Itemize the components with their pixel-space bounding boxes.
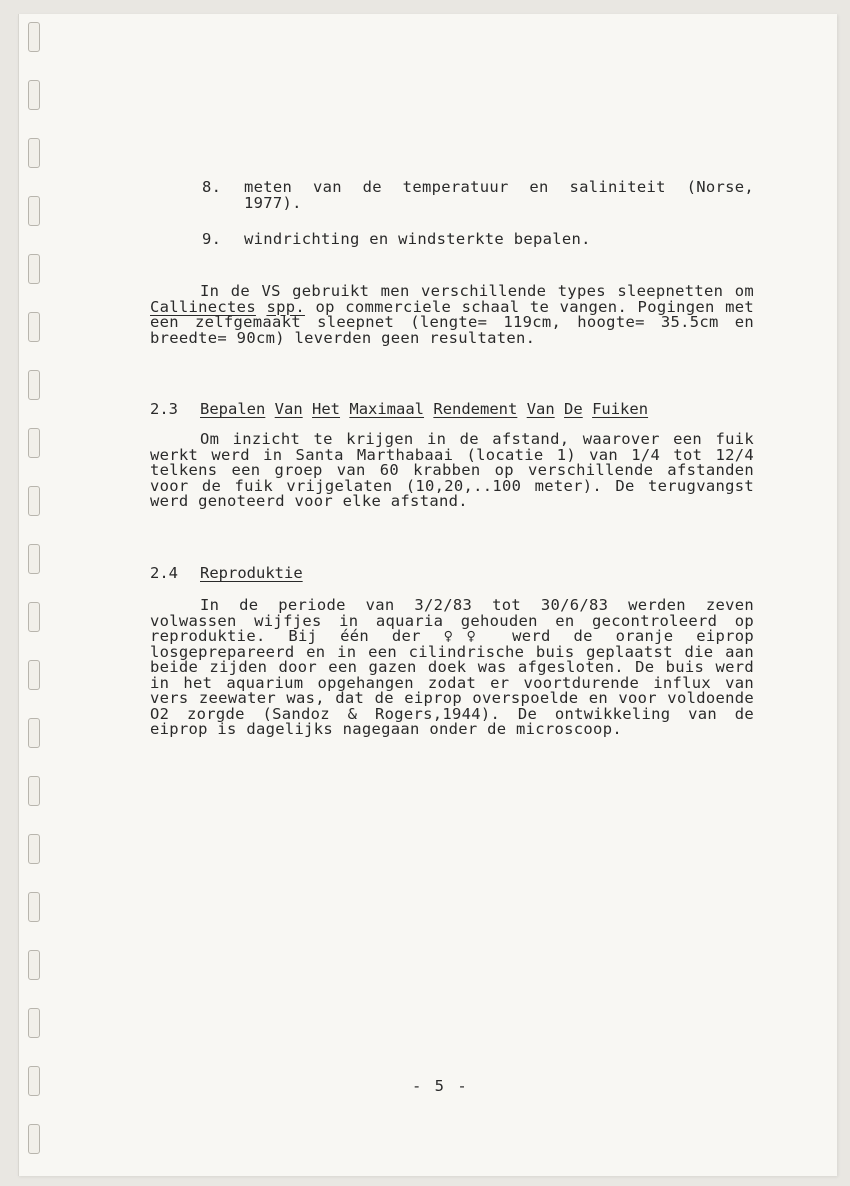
binding-hole bbox=[28, 544, 40, 574]
binding-hole bbox=[28, 1124, 40, 1154]
heading-word: Het bbox=[312, 400, 341, 418]
paragraph-text: op commerciele schaal te vangen. Pogingen met een zelfgemaakt sleepnet (lengte= 119cm, hoogte= 35.5cm en breedte= 90cm) leverden geen resultaten. bbox=[150, 297, 754, 347]
heading-word: De bbox=[564, 400, 583, 418]
binding-hole bbox=[28, 138, 40, 168]
intro-paragraph bbox=[150, 284, 754, 346]
binding-hole bbox=[28, 486, 40, 516]
binding-hole bbox=[28, 602, 40, 632]
heading-word: Van bbox=[274, 400, 303, 418]
binding-hole bbox=[28, 834, 40, 864]
section-heading-2-4 bbox=[150, 564, 303, 582]
binding-hole bbox=[28, 428, 40, 458]
section-heading-2-3 bbox=[150, 400, 648, 418]
heading-word: Van bbox=[526, 400, 555, 418]
species-name: Callinectes bbox=[150, 297, 256, 316]
binding-hole bbox=[28, 950, 40, 980]
paragraph-text: In de VS gebruikt men verschillende types sleepnetten om bbox=[200, 282, 754, 300]
list-text: meten van de temperatuur en saliniteit (Norse, 1977). bbox=[244, 178, 754, 212]
binding-hole bbox=[28, 196, 40, 226]
list-number: 8. bbox=[202, 178, 222, 196]
section-2-4-paragraph: In de periode van 3/2/83 tot 30/6/83 werden zeven volwassen wijfjes in aquaria gehouden en gecontroleerd op reproduktie. Bij één der ♀♀ werd de oranje eiprop losgeprepareerd en in een cilindrische buis geplaatst die aan beide zijden door een gazen doek was afgesloten. De buis werd in het aquarium opgehangen zodat er voortdurende influx van vers zeewater was, dat de eiprop overspoelde en voor voldoende O2 zorgde (Sandoz & Rogers,1944). De ontwikkeling van de eiprop is dagelijks nagegaan onder de microscoop. bbox=[150, 596, 754, 738]
binding-holes bbox=[24, 0, 44, 1186]
list-number: 9. bbox=[202, 230, 222, 248]
page-number: - 5 - bbox=[412, 1077, 469, 1095]
heading-word: Fuiken bbox=[592, 400, 649, 418]
binding-hole bbox=[28, 1066, 40, 1096]
binding-hole bbox=[28, 80, 40, 110]
binding-hole bbox=[28, 254, 40, 284]
heading-word: Rendement bbox=[433, 400, 518, 418]
binding-hole bbox=[28, 718, 40, 748]
species-abbrev: spp. bbox=[266, 297, 305, 316]
binding-hole bbox=[28, 312, 40, 342]
binding-hole bbox=[28, 776, 40, 806]
binding-hole bbox=[28, 370, 40, 400]
section-number: 2.3 bbox=[150, 400, 178, 418]
heading-word: Maximaal bbox=[349, 400, 425, 418]
list-text: windrichting en windsterkte bepalen. bbox=[244, 230, 591, 248]
heading-word: Bepalen bbox=[200, 400, 266, 418]
binding-hole bbox=[28, 660, 40, 690]
section-title: Reproduktie bbox=[200, 564, 303, 582]
binding-hole bbox=[28, 1008, 40, 1038]
section-number: 2.4 bbox=[150, 564, 178, 582]
binding-hole bbox=[28, 892, 40, 922]
section-2-3-paragraph: Om inzicht te krijgen in de afstand, waarover een fuik werkt werd in Santa Marthabaai (locatie 1) van 1/4 tot 12/4 telkens een groep van 60 krabben op verschillende afstanden voor de fuik vrijgelaten (10,20,..100 meter). De terugvangst werd genoteerd voor elke afstand. bbox=[150, 430, 754, 510]
binding-hole bbox=[28, 22, 40, 52]
